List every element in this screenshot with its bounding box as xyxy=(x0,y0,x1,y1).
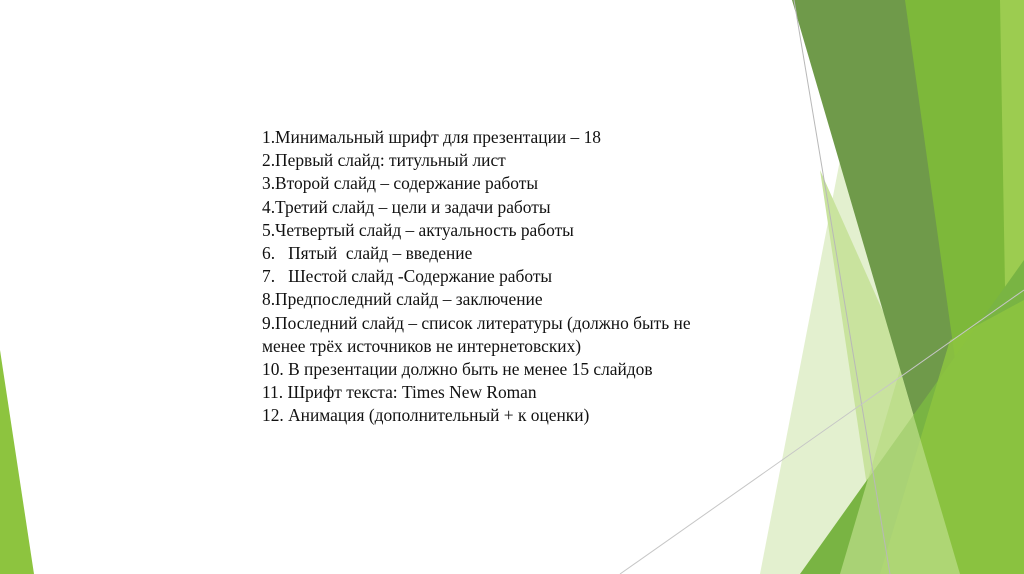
list-item: 6. Пятый слайд – введение xyxy=(262,243,473,264)
list-item: 9.Последний слайд – список литературы (должно быть не xyxy=(262,312,691,333)
list-item: 7. Шестой слайд -Содержание работы xyxy=(262,266,553,287)
list-item: 10. В презентации должно быть не менее 15 слайдов xyxy=(262,359,653,380)
list-item: 5.Четвертый слайд – актуальность работы xyxy=(262,219,574,240)
requirements-list xyxy=(262,126,782,428)
list-item: 3.Второй слайд – содержание работы xyxy=(262,173,539,194)
list-item: 8.Предпоследний слайд – заключение xyxy=(262,289,543,310)
list-item: 2.Первый слайд: титульный лист xyxy=(262,150,506,171)
list-item: 12. Анимация (дополнительный + к оценки) xyxy=(262,405,590,426)
list-item: менее трёх источников не интернетовских) xyxy=(262,335,582,356)
list-item: 11. Шрифт текста: Times New Roman xyxy=(262,382,537,403)
list-item: 4.Третий слайд – цели и задачи работы xyxy=(262,196,551,217)
list-item: 1.Минимальный шрифт для презентации – 18 xyxy=(262,127,601,147)
left-green-sliver xyxy=(0,350,34,574)
